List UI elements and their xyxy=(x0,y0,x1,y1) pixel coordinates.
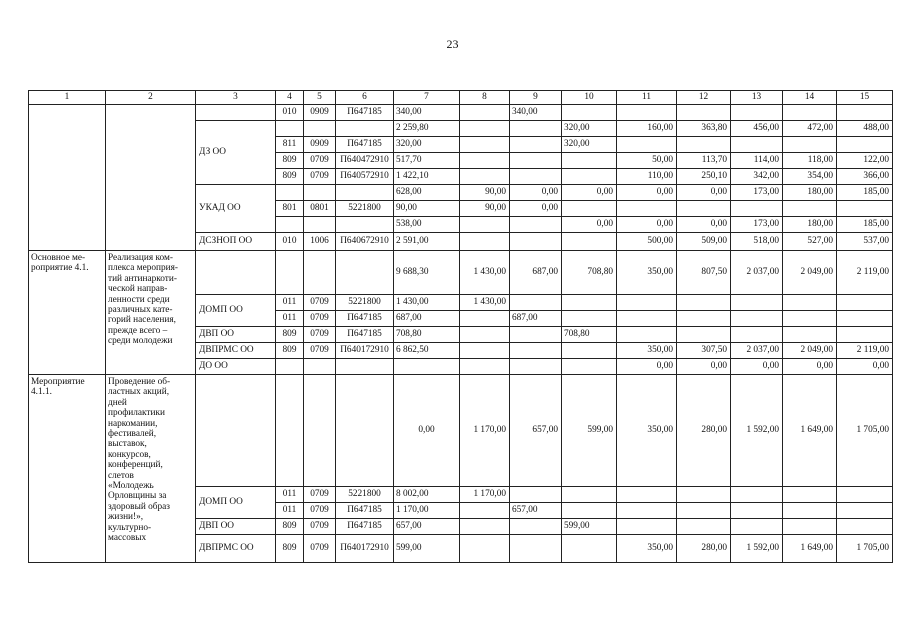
cell xyxy=(276,217,304,233)
cell xyxy=(276,375,304,487)
cell: 122,00 xyxy=(837,153,893,169)
cell: 320,00 xyxy=(394,137,460,153)
cell: 011 xyxy=(276,311,304,327)
cell: 0709 xyxy=(304,535,336,563)
cell xyxy=(510,121,562,137)
col-number: 7 xyxy=(394,91,460,105)
cell: 0709 xyxy=(304,487,336,503)
cell: 185,00 xyxy=(837,185,893,201)
cell xyxy=(837,503,893,519)
cell xyxy=(617,137,677,153)
cell: 2 037,00 xyxy=(731,251,783,295)
cell xyxy=(510,519,562,535)
cell xyxy=(783,519,837,535)
cell: 1 592,00 xyxy=(731,375,783,487)
cell xyxy=(304,185,336,201)
cell xyxy=(617,201,677,217)
cell xyxy=(677,311,731,327)
cell: П640172910 xyxy=(336,343,394,359)
cell xyxy=(731,201,783,217)
cell xyxy=(731,311,783,327)
cell xyxy=(460,105,510,121)
cell xyxy=(460,503,510,519)
cell xyxy=(510,359,562,375)
cell: 0709 xyxy=(304,169,336,185)
table-row xyxy=(29,251,893,295)
executor-label: УКАД ОО xyxy=(196,185,276,233)
cell: 708,80 xyxy=(562,251,617,295)
cell xyxy=(336,185,394,201)
executor-label: ДОМП ОО xyxy=(196,295,276,327)
cell xyxy=(460,327,510,343)
cell: 350,00 xyxy=(617,343,677,359)
cell xyxy=(617,519,677,535)
empty-cell xyxy=(29,105,106,251)
executor-label: ДОМП ОО xyxy=(196,487,276,519)
cell xyxy=(276,251,304,295)
event-description-text: Проведение об- ластных акций, дней профилактики наркомании, фестивалей, выставок, конкурсов, конференций, слетов «Молодежь Орловщины за здоровый образ жизни!», культурно- массовых xyxy=(108,377,171,544)
cell: 340,00 xyxy=(510,105,562,121)
cell: 2 049,00 xyxy=(783,343,837,359)
cell xyxy=(460,535,510,563)
cell: 1 592,00 xyxy=(731,535,783,563)
cell: 90,00 xyxy=(394,201,460,217)
cell xyxy=(510,137,562,153)
col-number: 4 xyxy=(276,91,304,105)
cell xyxy=(783,137,837,153)
cell: 809 xyxy=(276,327,304,343)
event-description xyxy=(106,375,196,563)
cell xyxy=(617,295,677,311)
cell: 5221800 xyxy=(336,487,394,503)
cell xyxy=(617,487,677,503)
main-event-description-text: Реализация ком- плекса мероприя- тий антинаркоти- ческой направ- ленности среди различных кате- горий населения, прежде всего – среди молодежи xyxy=(108,253,178,347)
cell xyxy=(460,233,510,251)
cell: П640472910 xyxy=(336,153,394,169)
cell: 2 119,00 xyxy=(837,251,893,295)
executor-label: ДВП ОО xyxy=(196,327,276,343)
cell xyxy=(562,201,617,217)
cell: 809 xyxy=(276,519,304,535)
cell: 320,00 xyxy=(562,137,617,153)
cell: П640572910 xyxy=(336,169,394,185)
cell: 0801 xyxy=(304,201,336,217)
cell: 90,00 xyxy=(460,185,510,201)
empty-cell xyxy=(196,375,276,487)
cell: 488,00 xyxy=(837,121,893,137)
cell: 113,70 xyxy=(677,153,731,169)
cell xyxy=(617,327,677,343)
cell xyxy=(677,503,731,519)
col-number: 14 xyxy=(783,91,837,105)
cell xyxy=(562,359,617,375)
cell xyxy=(783,487,837,503)
table-row xyxy=(29,375,893,487)
cell xyxy=(731,487,783,503)
cell xyxy=(460,519,510,535)
main-event-description xyxy=(106,251,196,375)
executor-label: ДВПРМС ОО xyxy=(196,535,276,563)
cell: 0,00 xyxy=(617,185,677,201)
empty-cell xyxy=(196,105,276,121)
cell xyxy=(460,359,510,375)
cell xyxy=(677,295,731,311)
cell: 2 591,00 xyxy=(394,233,460,251)
cell: 1 649,00 xyxy=(783,535,837,563)
cell xyxy=(617,105,677,121)
executor-label: ДЗ ОО xyxy=(196,121,276,185)
cell xyxy=(837,295,893,311)
cell: П640172910 xyxy=(336,535,394,563)
cell xyxy=(336,359,394,375)
cell: 0709 xyxy=(304,327,336,343)
cell xyxy=(562,311,617,327)
cell xyxy=(304,375,336,487)
cell xyxy=(510,217,562,233)
main-event-title xyxy=(29,251,106,375)
cell: 599,00 xyxy=(562,375,617,487)
cell: 185,00 xyxy=(837,217,893,233)
cell xyxy=(304,217,336,233)
cell xyxy=(783,201,837,217)
cell: 0,00 xyxy=(562,185,617,201)
cell: 708,80 xyxy=(562,327,617,343)
cell: 657,00 xyxy=(394,519,460,535)
table-row xyxy=(29,105,893,121)
cell: 2 037,00 xyxy=(731,343,783,359)
cell: 518,00 xyxy=(731,233,783,251)
cell: 472,00 xyxy=(783,121,837,137)
cell: 0,00 xyxy=(783,359,837,375)
cell xyxy=(783,311,837,327)
page-number: 23 xyxy=(446,37,459,51)
cell xyxy=(617,311,677,327)
cell xyxy=(562,169,617,185)
cell: 0909 xyxy=(304,105,336,121)
col-number: 9 xyxy=(510,91,562,105)
cell xyxy=(336,121,394,137)
cell: 0,00 xyxy=(510,201,562,217)
cell: 687,00 xyxy=(510,251,562,295)
cell xyxy=(336,251,394,295)
cell: 599,00 xyxy=(394,535,460,563)
cell xyxy=(677,327,731,343)
cell: 1 170,00 xyxy=(394,503,460,519)
cell: 0,00 xyxy=(617,217,677,233)
cell: 807,50 xyxy=(677,251,731,295)
cell: 0,00 xyxy=(677,359,731,375)
cell: 320,00 xyxy=(562,121,617,137)
cell: 0709 xyxy=(304,343,336,359)
cell xyxy=(562,153,617,169)
main-event-title-text: Основное ме- роприятие 4.1. xyxy=(31,253,89,274)
cell: 708,80 xyxy=(394,327,460,343)
cell: 509,00 xyxy=(677,233,731,251)
cell: 173,00 xyxy=(731,217,783,233)
cell: 527,00 xyxy=(783,233,837,251)
cell: 180,00 xyxy=(783,217,837,233)
cell xyxy=(562,105,617,121)
cell: 366,00 xyxy=(837,169,893,185)
cell xyxy=(460,121,510,137)
cell: П647185 xyxy=(336,137,394,153)
cell xyxy=(460,169,510,185)
cell xyxy=(837,105,893,121)
cell xyxy=(783,105,837,121)
cell: 350,00 xyxy=(617,535,677,563)
cell: 628,00 xyxy=(394,185,460,201)
cell: 809 xyxy=(276,169,304,185)
cell: 342,00 xyxy=(731,169,783,185)
col-number: 11 xyxy=(617,91,677,105)
cell xyxy=(677,105,731,121)
cell xyxy=(510,343,562,359)
cell: 0,00 xyxy=(731,359,783,375)
empty-cell xyxy=(196,251,276,295)
cell: П647185 xyxy=(336,311,394,327)
cell: 0,00 xyxy=(837,359,893,375)
cell: 1 170,00 xyxy=(460,487,510,503)
cell xyxy=(460,137,510,153)
cell xyxy=(837,137,893,153)
cell xyxy=(731,137,783,153)
cell xyxy=(677,137,731,153)
cell xyxy=(783,327,837,343)
cell xyxy=(731,295,783,311)
cell: 537,00 xyxy=(837,233,893,251)
cell: П647185 xyxy=(336,105,394,121)
cell: 011 xyxy=(276,487,304,503)
cell: 354,00 xyxy=(783,169,837,185)
cell xyxy=(562,503,617,519)
cell: 0,00 xyxy=(562,217,617,233)
executor-label: ДО ОО xyxy=(196,359,276,375)
cell: 5221800 xyxy=(336,201,394,217)
cell: 110,00 xyxy=(617,169,677,185)
col-number: 5 xyxy=(304,91,336,105)
cell: 811 xyxy=(276,137,304,153)
budget-table xyxy=(28,90,893,563)
cell: 687,00 xyxy=(510,311,562,327)
cell xyxy=(837,201,893,217)
cell: 2 119,00 xyxy=(837,343,893,359)
cell: 517,70 xyxy=(394,153,460,169)
cell: 2 049,00 xyxy=(783,251,837,295)
cell xyxy=(617,503,677,519)
cell xyxy=(304,359,336,375)
cell xyxy=(394,359,460,375)
cell xyxy=(783,295,837,311)
cell: 0709 xyxy=(304,311,336,327)
cell: П647185 xyxy=(336,519,394,535)
col-number: 15 xyxy=(837,91,893,105)
cell: 1 170,00 xyxy=(460,375,510,487)
cell: 801 xyxy=(276,201,304,217)
cell xyxy=(510,535,562,563)
cell: 173,00 xyxy=(731,185,783,201)
cell xyxy=(460,153,510,169)
executor-label: ДВП ОО xyxy=(196,519,276,535)
cell xyxy=(510,327,562,343)
cell: 809 xyxy=(276,343,304,359)
cell: 280,00 xyxy=(677,375,731,487)
col-number: 2 xyxy=(106,91,196,105)
cell xyxy=(562,343,617,359)
cell xyxy=(304,121,336,137)
cell xyxy=(837,487,893,503)
cell xyxy=(837,311,893,327)
cell xyxy=(562,295,617,311)
cell: 0,00 xyxy=(617,359,677,375)
cell: 180,00 xyxy=(783,185,837,201)
col-number: 12 xyxy=(677,91,731,105)
cell: 5221800 xyxy=(336,295,394,311)
cell: 1 430,00 xyxy=(460,251,510,295)
cell xyxy=(336,375,394,487)
cell: 0,00 xyxy=(510,185,562,201)
col-number: 6 xyxy=(336,91,394,105)
cell xyxy=(731,105,783,121)
cell: 6 862,50 xyxy=(394,343,460,359)
cell: 1 430,00 xyxy=(394,295,460,311)
cell: 657,00 xyxy=(510,503,562,519)
cell: 809 xyxy=(276,153,304,169)
cell: 0,00 xyxy=(394,375,460,487)
cell: 809 xyxy=(276,535,304,563)
cell: 011 xyxy=(276,295,304,311)
cell xyxy=(562,535,617,563)
column-number-row xyxy=(29,91,893,105)
cell: 456,00 xyxy=(731,121,783,137)
cell xyxy=(731,503,783,519)
cell: 340,00 xyxy=(394,105,460,121)
col-number: 3 xyxy=(196,91,276,105)
cell xyxy=(677,201,731,217)
cell: 1006 xyxy=(304,233,336,251)
cell: 250,10 xyxy=(677,169,731,185)
cell: 0709 xyxy=(304,295,336,311)
cell xyxy=(276,359,304,375)
cell xyxy=(460,217,510,233)
cell: 538,00 xyxy=(394,217,460,233)
cell: 350,00 xyxy=(617,251,677,295)
cell: П640672910 xyxy=(336,233,394,251)
cell: 599,00 xyxy=(562,519,617,535)
cell: 114,00 xyxy=(731,153,783,169)
cell xyxy=(460,311,510,327)
event-title-text: Мероприятие 4.1.1. xyxy=(31,377,85,398)
cell: 0709 xyxy=(304,153,336,169)
cell: 011 xyxy=(276,503,304,519)
cell xyxy=(731,519,783,535)
cell: 350,00 xyxy=(617,375,677,487)
cell: 0709 xyxy=(304,519,336,535)
cell: 2 259,80 xyxy=(394,121,460,137)
cell: 90,00 xyxy=(460,201,510,217)
col-number: 1 xyxy=(29,91,106,105)
cell: 500,00 xyxy=(617,233,677,251)
executor-label: ДСЗНОП ОО xyxy=(196,233,276,251)
cell xyxy=(510,233,562,251)
cell xyxy=(276,185,304,201)
cell xyxy=(837,519,893,535)
cell xyxy=(731,327,783,343)
cell: П647185 xyxy=(336,327,394,343)
cell: 307,50 xyxy=(677,343,731,359)
cell: П647185 xyxy=(336,503,394,519)
cell xyxy=(510,153,562,169)
cell: 50,00 xyxy=(617,153,677,169)
col-number: 13 xyxy=(731,91,783,105)
cell: 1 649,00 xyxy=(783,375,837,487)
cell xyxy=(677,519,731,535)
executor-label: ДВПРМС ОО xyxy=(196,343,276,359)
col-number: 8 xyxy=(460,91,510,105)
cell xyxy=(304,251,336,295)
event-title xyxy=(29,375,106,563)
cell xyxy=(562,487,617,503)
cell: 1 705,00 xyxy=(837,535,893,563)
cell: 118,00 xyxy=(783,153,837,169)
cell: 1 430,00 xyxy=(460,295,510,311)
cell: 0909 xyxy=(304,137,336,153)
cell: 280,00 xyxy=(677,535,731,563)
cell xyxy=(783,503,837,519)
cell xyxy=(276,121,304,137)
cell: 010 xyxy=(276,233,304,251)
cell: 010 xyxy=(276,105,304,121)
empty-cell xyxy=(106,105,196,251)
cell xyxy=(837,327,893,343)
cell xyxy=(460,343,510,359)
cell: 0,00 xyxy=(677,185,731,201)
cell: 1 705,00 xyxy=(837,375,893,487)
cell: 657,00 xyxy=(510,375,562,487)
cell xyxy=(510,295,562,311)
cell: 8 002,00 xyxy=(394,487,460,503)
cell: 160,00 xyxy=(617,121,677,137)
cell: 0,00 xyxy=(677,217,731,233)
col-number: 10 xyxy=(562,91,617,105)
cell: 1 422,10 xyxy=(394,169,460,185)
cell: 363,80 xyxy=(677,121,731,137)
cell xyxy=(510,487,562,503)
cell xyxy=(336,217,394,233)
cell xyxy=(562,233,617,251)
cell xyxy=(510,169,562,185)
cell: 687,00 xyxy=(394,311,460,327)
cell: 0709 xyxy=(304,503,336,519)
cell: 9 688,30 xyxy=(394,251,460,295)
cell xyxy=(677,487,731,503)
